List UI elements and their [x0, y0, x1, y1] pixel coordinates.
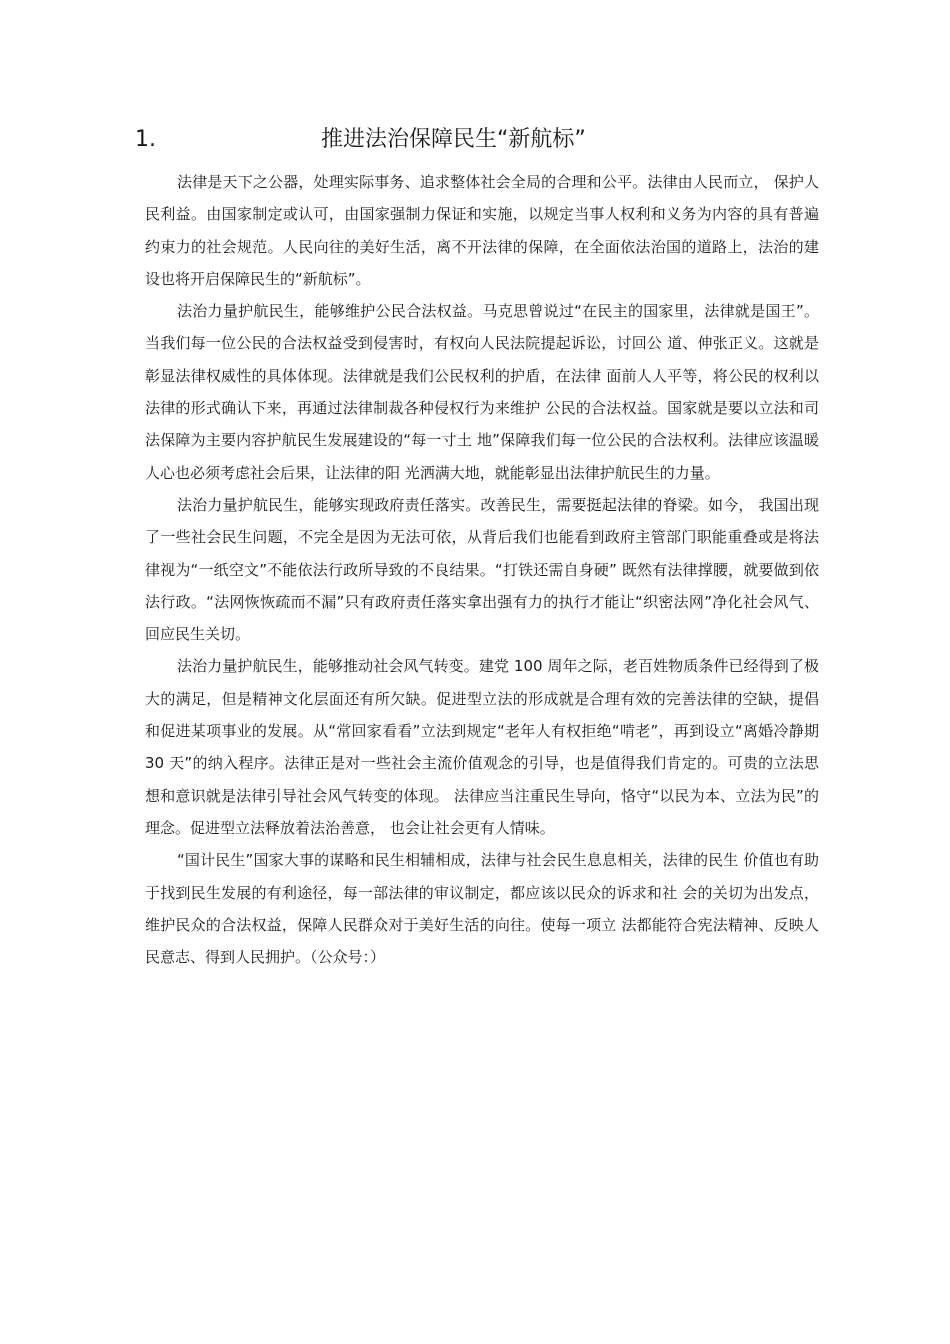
heading [135, 124, 815, 156]
paragraph: “国计民生”国家大事的谋略和民生相辅相成，法律与社会民生息息相关，法律的民生 价值也有助于找到民生发展的有利途径，每一部法律的审议制定，都应该以民众的诉求和社 会的关切为出发点，维护民众的合法权益，保障人民群众对于美好生活的向往。使每一项立 法都能符合宪法精神、反映人民意志、得到人民拥护。（公众号：） [145, 851, 819, 967]
paragraph: 法治力量护航民生，能够维护公民合法权益。马克思曾说过“在民主的国家里，法律就是国王”。当我们每一位公民的合法权益受到侵害时，有权向人民法院提起诉讼，讨回公 道、伸张正义。这就是彰显法律权威性的具体体现。法律就是我们公民权利的护盾，在法律 面前人人平等，将公民的权利以法律的形式确认下来，再通过法律制裁各种侵权行为来维护 公民的合法权益。国家就是要以立法和司法保障为主要内容护航民生发展建设的“每一寸土 地”保障我们每一位公民的合法权利。法律应该温暖人心也必须考虑社会后果，让法律的阳 光洒满大地，就能彰显出法律护航民生的力量。 [145, 302, 819, 482]
paragraph: 法治力量护航民生，能够实现政府责任落实。改善民生，需要挺起法律的脊梁。如今， 我国出现了一些社会民生问题，不完全是因为无法可依，从背后我们也能看到政府主管部门职能重叠或是将法律视为“一纸空文”不能依法行政所导致的不良结果。“打铁还需自身硬” 既然有法律撑腰，就要做到依法行政。“法网恢恢疏而不漏”只有政府责任落实拿出强有力的执行才能让“织密法网”净化社会风气、回应民生关切。 [145, 495, 819, 644]
heading-number: 1. [135, 127, 156, 152]
body-text [145, 166, 819, 973]
heading-title: 推进法治保障民生“新航标” [321, 127, 586, 152]
paragraph: 法治力量护航民生，能够推动社会风气转变。建党 100 周年之际，老百姓物质条件已经得到了极大的满足，但是精神文化层面还有所欠缺。促进型立法的形成就是合理有效的完善法律的空缺，提倡和促进某项事业的发展。从“常回家看看”立法到规定“老年人有权拒绝“啃老”，再到设立“离婚冷静期 30 天”的纳入程序。法律正是对一些社会主流价值观念的引导，也是值得我们肯定的。可贵的立法思想和意识就是法律引导社会风气转变的体现。 法律应当注重民生导向，恪守“以民为本、立法为民”的理念。促进型立法释放着法治善意， 也会让社会更有人情味。 [145, 657, 819, 837]
paragraph: 法律是天下之公器，处理实际事务、追求整体社会全局的合理和公平。法律由人民而立， 保护人民利益。由国家制定或认可，由国家强制力保证和实施，以规定当事人权利和义务为内容的具有普遍约束力的社会规范。人民向往的美好生活，离不开法律的保障，在全面依法治国的道路上，法治的建设也将开启保障民生的“新航标”。 [145, 173, 819, 288]
